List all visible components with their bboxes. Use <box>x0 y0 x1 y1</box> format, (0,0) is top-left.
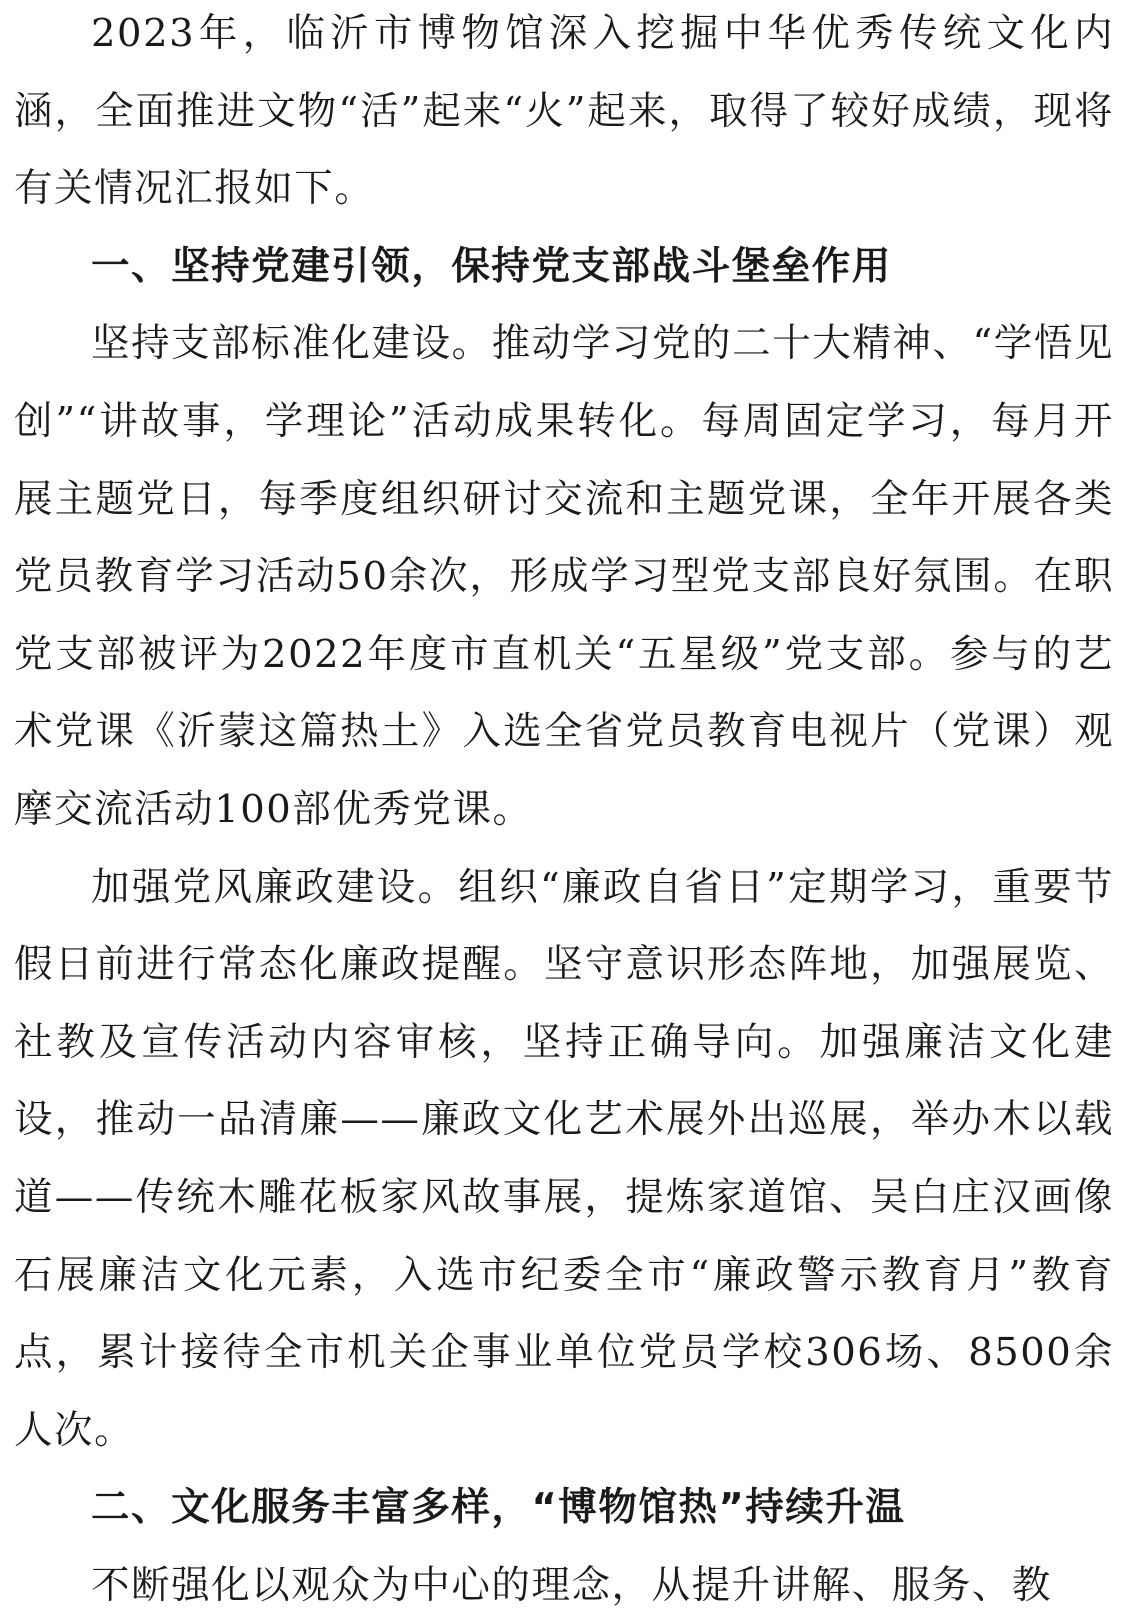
intro-paragraph: 2023年，临沂市博物馆深入挖掘中华优秀传统文化内涵，全面推进文物“活”起来“火”起来，取得了较好成绩，现将有关情况汇报如下。 <box>14 11 1114 212</box>
section-2-paragraph-1: 不断强化以观众为中心的理念，从提升讲解、服务、教 <box>91 1562 1052 1608</box>
section-1-paragraph-2: 加强党风廉政建设。组织“廉政自省日”定期学习，重要节假日前进行常态化廉政提醒。坚守意识形态阵地，加强展览、社教及宣传活动内容审核，坚持正确导向。加强廉洁文化建设，推动一品清廉——廉政文化艺术展外出巡展，举办木以载道——传统木雕花板家风故事展，提炼家道馆、吴白庄汉画像石展廉洁文化元素，入选市纪委全市“廉政警示教育月”教育点，累计接待全市机关企事业单位党员学校306场、8500余人次。 <box>14 864 1114 1453</box>
section-2-heading: 二、文化服务丰富多样，“博物馆热”持续升温 <box>91 1485 906 1531</box>
section-1-heading: 一、坚持党建引领，保持党支部战斗堡垒作用 <box>91 243 892 289</box>
section-1-paragraph-1: 坚持支部标准化建设。推动学习党的二十大精神、“学悟见创”“讲故事，学理论”活动成果转化。每周固定学习，每月开展主题党日，每季度组织研讨交流和主题党课，全年开展各类党员教育学习活动50余次，形成学习型党支部良好氛围。在职党支部被评为2022年度市直机关“五星级”党支部。参与的艺术党课《沂蒙这篇热土》入选全省党员教育电视片（党课）观摩交流活动100部优秀党课。 <box>14 321 1114 832</box>
